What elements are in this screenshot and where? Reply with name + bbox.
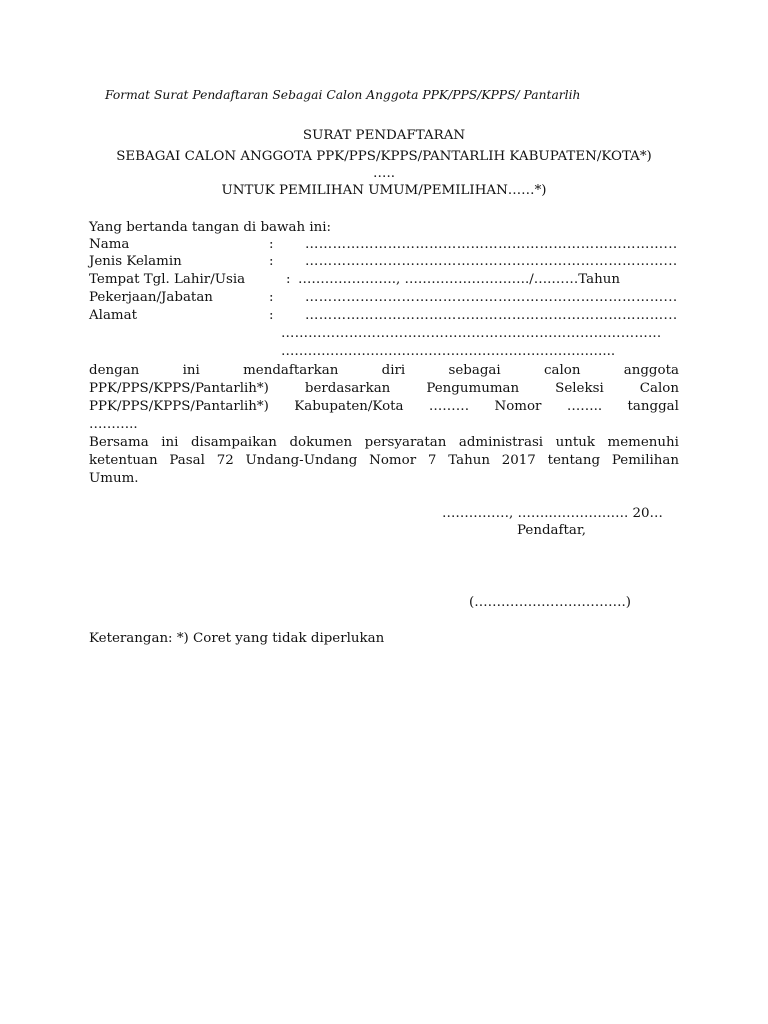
word: dengan [89,363,140,378]
word: Undang-Undang [245,453,358,468]
word: Nomor [369,453,417,468]
word: dokumen [289,435,353,450]
field-jenis-kelamin-dots: ……………………………………………………………………... [305,254,678,269]
word: memenuhi [607,435,679,450]
word: ini [161,435,179,450]
word: calon [544,363,581,378]
field-alamat-dots-3: ………………………………………………………………... [281,344,616,359]
word: 7 [427,453,437,468]
title-line-4: UNTUK PEMILIHAN UMUM/PEMILIHAN……*) [221,183,547,198]
field-nama-dots: ……………………………………………………………………... [305,237,678,252]
word: ketentuan [89,453,158,468]
word: Pemilihan [611,453,679,468]
word: …….. [566,399,603,414]
word: Kabupaten/Kota [294,399,404,414]
word: diri [381,363,406,378]
word: 2017 [501,453,536,468]
document-header: Format Surat Pendaftaran Sebagai Calon Anggota PPK/PPS/KPPS/ Pantarlih [105,88,581,102]
paragraph-2-line-1 [89,434,679,452]
field-jenis-kelamin-colon: : [269,254,274,269]
paragraph-1-line-4: ……….. [89,417,138,432]
word: ini [182,363,200,378]
paragraph-1-line-1 [89,362,679,380]
word: Tahun [448,453,490,468]
word: Seleksi [555,381,604,396]
field-jenis-kelamin-label: Jenis Kelamin [89,254,182,269]
field-ttl-dots: …………………., ………………………./….……Tahun [298,272,620,287]
paragraph-2-line-2 [89,452,679,470]
word: PPK/PPS/KPPS/Pantarlih*) [89,399,269,414]
field-nama-label: Nama [89,237,130,252]
word: disampaikan [190,435,277,450]
field-ttl-label: Tempat Tgl. Lahir/Usia [89,272,246,287]
field-pekerjaan-dots: ……………………………………………………………………... [305,290,678,305]
word: anggota [623,363,679,378]
field-alamat-dots-1: ……………………………………………………………………... [305,308,678,323]
word: ……… [428,399,470,414]
paragraph-1-line-3 [89,398,679,416]
paragraph-2-line-3: Umum. [89,471,139,486]
word: sebagai [448,363,501,378]
word: PPK/PPS/KPPS/Pantarlih*) [89,381,269,396]
paragraph-1-line-2 [89,380,679,398]
word: mendaftarkan [243,363,339,378]
footnote: Keterangan: *) Coret yang tidak diperlukan [89,631,385,646]
title-line-3: ….. [373,166,395,181]
field-alamat-dots-2: ………………………………………………………………………... [281,326,662,341]
word: tanggal [627,399,679,414]
word: administrasi [458,435,544,450]
signature-role: Pendaftar, [517,523,587,538]
word: 72 [216,453,234,468]
word: Calon [639,381,679,396]
word: Pasal [169,453,205,468]
word: Bersama [89,435,149,450]
word: Pengumuman [426,381,520,396]
title-line-2: SEBAGAI CALON ANGGOTA PPK/PPS/KPPS/PANTARLIH KABUPATEN/KOTA*) [116,149,652,164]
field-alamat-label: Alamat [89,308,137,323]
field-pekerjaan-colon: : [269,290,274,305]
field-pekerjaan-label: Pekerjaan/Jabatan [89,290,213,305]
word: Nomor [494,399,542,414]
signature-place-date: ……………, ……..………….…. 20… [442,506,663,521]
title-line-1: SURAT PENDAFTARAN [302,128,466,143]
intro-text: Yang bertanda tangan di bawah ini: [89,220,332,235]
word: untuk [555,435,595,450]
field-nama-colon: : [269,237,274,252]
field-alamat-colon: : [269,308,274,323]
word: berdasarkan [304,381,391,396]
word: tentang [547,453,601,468]
word: persyaratan [364,435,447,450]
signature-name: (…………………………….) [469,595,632,610]
field-ttl-colon: : [286,272,291,287]
